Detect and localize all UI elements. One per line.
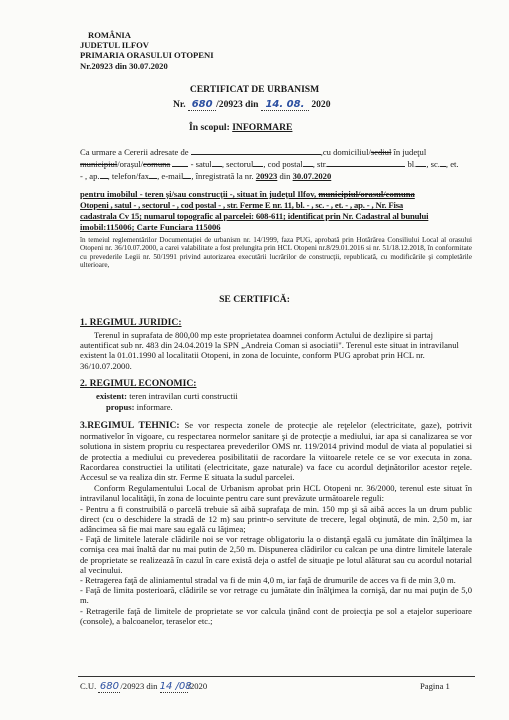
footer-handwritten-number: 680 <box>99 681 119 692</box>
nr-prefix: Nr. <box>173 99 186 110</box>
section-2-title: 2. REGIMUL ECONOMIC: <box>80 378 197 389</box>
request-text: - , ap. <box>80 171 100 181</box>
scope-value: INFORMARE <box>232 122 293 133</box>
blank <box>100 178 108 179</box>
header-institution: PRIMARIA ORASULUI OTOPENI <box>80 50 214 61</box>
request-line-1 <box>80 147 470 157</box>
header-country: ROMÂNIA <box>88 30 131 40</box>
footer-year: /2020 <box>187 681 208 691</box>
footer-rule <box>78 676 475 677</box>
section-3-block <box>80 420 472 626</box>
section-1-title: 1. REGIMUL JURIDIC: <box>80 317 182 328</box>
header-reg-number: Nr.20923 din 30.07.2020 <box>80 60 168 71</box>
certifies-heading: SE CERTIFICĂ: <box>219 294 290 305</box>
property-text: pentru imobilul - teren şi/sau construcţii -, situat în judeţul Ilfov <box>80 189 315 199</box>
header-block <box>80 30 214 71</box>
blank <box>172 166 188 167</box>
existing-label: existent: <box>96 391 128 401</box>
blank <box>327 166 405 167</box>
request-text: , telefon/fax <box>107 171 150 181</box>
request-text: - <box>190 159 194 169</box>
footer-handwritten-date: 14 /08 <box>159 681 192 692</box>
scope-label: În scopul: <box>189 122 230 133</box>
title-year: 2020 <box>311 99 331 110</box>
request-strike: sediul <box>370 147 392 157</box>
request-text: , cod postal <box>263 159 303 169</box>
request-text: , e-mail <box>157 171 184 181</box>
existing-value: teren intravilan curti constructii <box>129 391 238 401</box>
property-line-4: imobil:115006; Carte Funciara 115006 <box>80 222 221 232</box>
request-text: ,cu domiciliul/ <box>320 147 371 157</box>
request-text: bl. <box>407 159 417 169</box>
section-3-rule-5: - Retragerile faţă de limitele de proprietate se vor calcula ţinând cont de proiecţia pe sol a etajelor superioare (console), a balcoanelor, teraselor etc.; <box>80 605 472 626</box>
blank <box>149 178 157 179</box>
blank <box>416 166 426 167</box>
request-text: /orașul/ <box>117 159 144 169</box>
document-title: CERTIFICAT DE URBANISM <box>189 84 320 95</box>
section-2-existing <box>96 391 238 401</box>
section-1-text: Terenul in suprafata de 800,00 mp este proprietatea doamnei conform Actului de dezlipire si partaj autentificat sub nr. 483 din 24.04.2019 la SPN „Andreia Coman si asociatii". Terenul este situat in intravilanul existent la 01.01.1990 al localitatii Otopeni, in zona de locuinte, conform PUG aprobat prin HCL nr. 36/10.07.2000. <box>80 330 459 371</box>
nr-middle: /20923 din <box>216 99 259 110</box>
blank <box>303 166 313 167</box>
request-number: 20923 <box>255 171 278 181</box>
request-text: , sc. <box>426 159 440 169</box>
property-line-1: pentru imobilul - teren şi/sau construcţii -, situat în judeţul Ilfov, municipiul/orasul/comuna <box>80 189 415 199</box>
footer-middle: /20923 din <box>120 681 158 691</box>
request-text: satul <box>195 159 212 169</box>
request-line-3 <box>80 171 400 181</box>
request-date: 30.07.2020 <box>292 171 332 181</box>
request-text: în judeţul <box>393 147 427 157</box>
request-text: din <box>279 171 291 181</box>
section-3-regulation: Conform Regulamentului Local de Urbanism aprobat prin HCL Otopeni nr. 36/2000, terenul este situat în intravilanul localităţii, în zona de locuinte pentru care sunt prevăzute următoarele reguli: <box>80 483 472 504</box>
section-3-intro: Se vor respecta zonele de protecţie ale reţelelor (electricitate, gaze), potrivit normativelor în vigoare, cu respectarea normelor sanitare şi de protecţie a mediului, iar apa si canalizarea se vor solutiona in sistem propriu cu respectarea prevederilor OMS nr. 119/2014 privind modul de viata al populatiei si de protectia a mediului cu prevederea posibilitatii de racordare la viitoarele retele ce se vor executa in zona. Racordarea constructiei la utilitati (electricitate, gaze naturale) va face cu acordul deţinătorilor acestor reţele. Accesul se va realiza din str. Ferme E situata la sudul parcelei. <box>80 420 473 483</box>
legal-basis-paragraph: în temeiul reglementărilor Documentaţiei de urbanism nr. 14/1999, faza PUG, aprobată prin Hotărârea Consiliului Local al orasului Otopeni nr. 36/10.07.2000, a carei valabilitate a fost prelungita prin HCL Otopeni nr.8/29.01.2016 si nr. 51/18.12.2018, în conformitate cu prevederile Legii nr. 50/1991 privind autorizarea executării lucrărilor de construcţii, republicată, cu modificările şi completările ulterioare, <box>80 236 472 270</box>
proposed-label: propus: <box>106 402 135 412</box>
handwritten-number: 680 <box>188 99 216 111</box>
applicant-blank <box>269 154 321 155</box>
request-text: , str. <box>312 159 328 169</box>
request-text: , et. <box>445 159 459 169</box>
request-line-2 <box>80 159 475 169</box>
scope-line <box>189 122 292 133</box>
certificate-number-line <box>173 99 331 111</box>
property-line-2: Otopeni , satul - , sectorul - , cod postal - , str. Ferme E nr. 11, bl. - , sc. - , et. - , ap. - , Nr. Fisa <box>80 200 404 210</box>
property-strike: municipiul/orasul/comuna <box>318 189 415 199</box>
footer-prefix: C.U. <box>80 681 97 691</box>
header-county: JUDETUL ILFOV <box>80 40 150 51</box>
request-text: Ca urmare a Cererii adresate de <box>80 147 189 157</box>
section-3-rule-3: - Retragerea faţă de aliniamentul stradal va fi de min 4,0 m, iar faţă de drumurile de acces va fi de min 3,0 m. <box>80 575 456 586</box>
property-line-3: cadastrala Cv 15; numarul topografic al parcelei: 608-611; identificat prin Nr. Cadastral al bunului <box>80 211 429 221</box>
blank <box>212 166 222 167</box>
request-strike: comuna <box>143 159 171 169</box>
section-3-rule-2: - Faţă de limitele laterale clădirile noi se vor retrage obligatoriu la o distanţă egală cu jumătate din înălţimea la cornişa cea mai înaltă dar nu mai putin de 2,50 m. Dispunerea clădirilor cu calcan pe una dintre limitele laterale de proprietate se realizează în cazul în care există deja o astfel de situaţie pe lotul alăturat sau cu acordul notarial al vecinului. <box>80 534 472 575</box>
section-2-proposed <box>106 402 173 412</box>
section-3-rule-1: - Pentru a fi construibilă o parcelă trebuie să aibă suprafaţa de min. 150 mp şi să aibă acces la un drum public direct (cu o deschidere la stradă de 12 m) sau printr-o servitute de trecere, legal obţinută, de min. 2,50 m, iar adâncimea să fie mai mare sau egală cu lăţimea; <box>80 503 472 535</box>
handwritten-date: 14. 08. <box>261 99 309 111</box>
section-3-rule-4: - Faţă de limita posterioară, clădirile se vor retrage cu jumătate din înălţimea la cornişă, dar nu mai puţin de 5,0 m. <box>80 585 472 606</box>
request-strike: municipiul <box>80 159 118 169</box>
proposed-value: informare. <box>136 402 173 412</box>
section-3-title: 3.REGIMUL TEHNIC: <box>80 420 180 431</box>
footer-reference <box>80 681 207 693</box>
request-text: , sectorul <box>221 159 254 169</box>
request-text: , înregistrată la nr. <box>191 171 254 181</box>
blank <box>253 166 263 167</box>
page-number: Pagina 1 <box>420 681 450 691</box>
applicant-name-redacted <box>191 154 269 155</box>
